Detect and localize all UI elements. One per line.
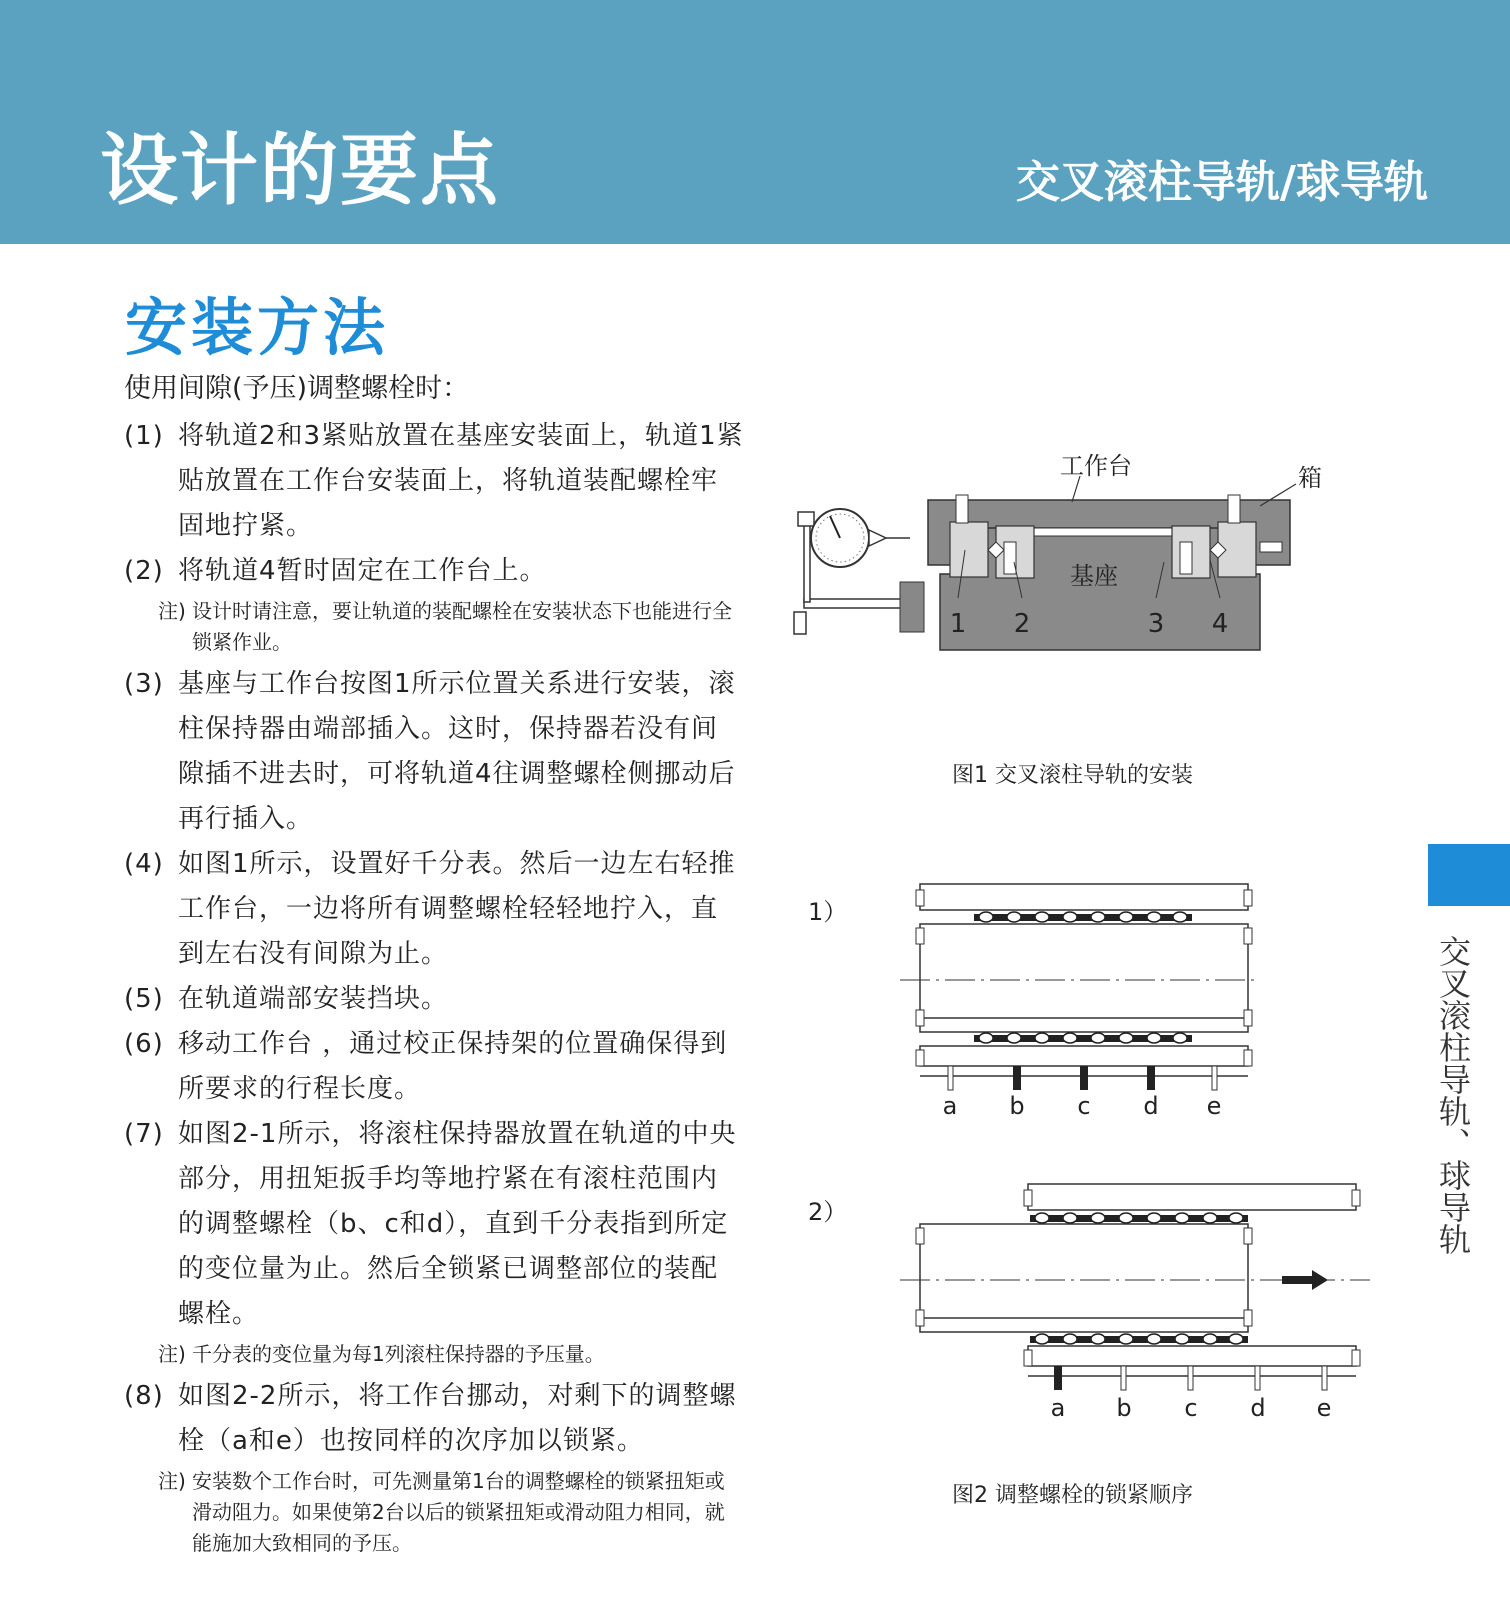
figure-1-diagram bbox=[790, 450, 1322, 660]
table-body bbox=[920, 924, 1248, 1022]
note-label: 注) bbox=[158, 1342, 186, 1366]
rail-end bbox=[916, 1310, 924, 1326]
note-2 bbox=[124, 596, 744, 658]
note-8 bbox=[124, 1466, 744, 1559]
rail-end bbox=[1024, 1190, 1032, 1206]
step-text: 如图1所示，设置好千分表。然后一边左右轻推工作台，一边将所有调整螺栓轻轻地拧入，直到左右没有间隙为止。 bbox=[178, 849, 736, 969]
step-number: (4) bbox=[124, 849, 164, 879]
figure-1-caption: 图1 交叉滚柱导轨的安装 bbox=[952, 763, 1193, 788]
step-text: 在轨道端部安装挡块。 bbox=[178, 984, 449, 1014]
rail-end bbox=[916, 1050, 924, 1066]
note-7 bbox=[124, 1339, 744, 1370]
step-text: 将轨道2和3紧贴放置在基座安装面上，轨道1紧贴放置在工作台安装面上，将轨道装配螺栓牢固地拧紧。 bbox=[178, 421, 744, 541]
bolt-c bbox=[1188, 1366, 1193, 1390]
gap-line bbox=[1022, 528, 1182, 536]
bolt-b bbox=[1121, 1366, 1126, 1390]
step-text: 移动工作台 ，通过校正保持架的位置确保得到所要求的行程长度。 bbox=[178, 1029, 728, 1104]
rail-upper bbox=[920, 884, 1248, 910]
label-box: 箱 bbox=[1298, 464, 1322, 492]
step-4 bbox=[124, 842, 744, 977]
table-body bbox=[920, 1224, 1248, 1322]
gauge-stand-foot bbox=[794, 612, 806, 634]
bolt-icon bbox=[956, 495, 968, 523]
side-tab-marker bbox=[1428, 844, 1510, 906]
step-text: 如图2-1所示，将滚柱保持器放置在轨道的中央部分，用扭矩扳手均等地拧紧在有滚柱范围内的调整螺栓（b、c和d），直到千分表指到所定的变位量为止。然后全锁紧已调整部位的装配螺栓。 bbox=[178, 1119, 737, 1329]
gauge-stand-post bbox=[804, 522, 810, 602]
label-base: 基座 bbox=[1070, 562, 1118, 590]
step-text: 将轨道4暂时固定在工作台上。 bbox=[178, 556, 547, 586]
bolt-label: b bbox=[1009, 1092, 1025, 1120]
rail-end bbox=[916, 1228, 924, 1244]
bolt-label: b bbox=[1116, 1394, 1132, 1422]
step-8 bbox=[124, 1374, 744, 1464]
rail-end bbox=[916, 890, 924, 906]
bolt-e bbox=[1212, 1066, 1217, 1090]
rail-lower bbox=[920, 1018, 1248, 1032]
rail-end bbox=[1244, 928, 1252, 944]
rail-upper bbox=[1028, 1184, 1356, 1210]
header-banner bbox=[0, 0, 1510, 244]
bolt-label: d bbox=[1143, 1092, 1159, 1120]
rail-end bbox=[1024, 1350, 1032, 1366]
bolt-label: a bbox=[1050, 1394, 1066, 1422]
rail-lower bbox=[920, 1318, 1248, 1332]
step-5 bbox=[124, 977, 744, 1022]
instructions bbox=[124, 368, 744, 1563]
bolt-icon bbox=[1180, 542, 1192, 574]
step-6 bbox=[124, 1022, 744, 1112]
rail-bottom bbox=[1028, 1346, 1356, 1366]
rail-end bbox=[1352, 1350, 1360, 1366]
rail-end bbox=[1244, 1228, 1252, 1244]
bolt-label: a bbox=[942, 1092, 958, 1120]
step-7 bbox=[124, 1112, 744, 1337]
figure-2-diagram bbox=[800, 870, 1390, 1430]
bolt-icon bbox=[1228, 495, 1240, 523]
step-number: (1) bbox=[124, 421, 164, 451]
bolt-d bbox=[1147, 1066, 1155, 1090]
figure-2-caption: 图2 调整螺栓的锁紧顺序 bbox=[952, 1483, 1193, 1508]
rail-bottom bbox=[920, 1046, 1248, 1066]
gauge-clamp bbox=[798, 512, 814, 526]
adjusting-bolt-icon bbox=[1260, 542, 1282, 552]
step-2 bbox=[124, 549, 744, 594]
rail-end bbox=[916, 928, 924, 944]
bolt-label: c bbox=[1184, 1394, 1198, 1422]
part-label: 1） bbox=[808, 898, 848, 926]
bolt-b bbox=[1013, 1066, 1021, 1090]
step-number: (8) bbox=[124, 1381, 164, 1411]
step-3 bbox=[124, 662, 744, 842]
intro-text: 使用间隙(予压)调整螺栓时： bbox=[124, 373, 470, 404]
label-table: 工作台 bbox=[1060, 452, 1132, 480]
bolt-label: e bbox=[1316, 1394, 1332, 1422]
page-subtitle: 交叉滚柱导轨/球导轨 bbox=[1015, 157, 1428, 208]
bolt-d bbox=[1255, 1366, 1260, 1390]
step-1 bbox=[124, 414, 744, 549]
rail-1 bbox=[950, 522, 988, 577]
bolt-e bbox=[1322, 1366, 1327, 1390]
page-title: 设计的要点 bbox=[100, 126, 501, 216]
rail-label: 2 bbox=[1013, 609, 1031, 639]
note-label: 注) bbox=[158, 1469, 186, 1493]
step-number: (5) bbox=[124, 984, 164, 1014]
rail-label: 4 bbox=[1211, 609, 1229, 639]
rail-end bbox=[1244, 1050, 1252, 1066]
bolt-icon bbox=[1004, 542, 1016, 574]
bolt-label: d bbox=[1250, 1394, 1266, 1422]
rail-end bbox=[1244, 1010, 1252, 1026]
note-label: 注) bbox=[158, 599, 186, 623]
step-text: 如图2-2所示，将工作台挪动，对剩下的调整螺栓（a和e）也按同样的次序加以锁紧。 bbox=[178, 1381, 737, 1456]
note-text: 千分表的变位量为每1列滚柱保持器的予压量。 bbox=[192, 1342, 605, 1366]
arrow-right-icon bbox=[1282, 1270, 1328, 1290]
rail-label: 1 bbox=[949, 609, 967, 639]
note-text: 设计时请注意，要让轨道的装配螺栓在安装状态下也能进行全锁紧作业。 bbox=[192, 599, 732, 654]
bolt-a bbox=[1054, 1366, 1062, 1390]
step-number: (3) bbox=[124, 669, 164, 699]
gauge-probe bbox=[869, 530, 886, 546]
rail-end bbox=[1244, 1310, 1252, 1326]
side-vertical-title: 交叉滚柱导轨、球导轨 bbox=[1434, 935, 1472, 1255]
clamp-block bbox=[900, 582, 924, 632]
note-text: 安装数个工作台时，可先测量第1台的调整螺栓的锁紧扭矩或滑动阻力。如果使第2台以后的锁紧扭矩或滑动阻力相同，就能施加大致相同的予压。 bbox=[192, 1469, 725, 1555]
section-title: 安装方法 bbox=[125, 291, 390, 364]
bolt-label: c bbox=[1077, 1092, 1091, 1120]
step-number: (7) bbox=[124, 1119, 164, 1149]
bolt-c bbox=[1080, 1066, 1088, 1090]
part-label: 2） bbox=[808, 1198, 848, 1226]
step-number: (2) bbox=[124, 556, 164, 586]
rail-end bbox=[916, 1010, 924, 1026]
gauge-stand-arm bbox=[804, 599, 914, 608]
bolt-label: e bbox=[1206, 1092, 1222, 1120]
step-number: (6) bbox=[124, 1029, 164, 1059]
bolt-a bbox=[948, 1066, 953, 1090]
step-text: 基座与工作台按图1所示位置关系进行安装，滚柱保持器由端部插入。这时，保持器若没有间隙插不进去时，可将轨道4往调整螺栓侧挪动后再行插入。 bbox=[178, 669, 736, 834]
rail-end bbox=[1244, 890, 1252, 906]
rail-label: 3 bbox=[1147, 609, 1165, 639]
rail-end bbox=[1352, 1190, 1360, 1206]
